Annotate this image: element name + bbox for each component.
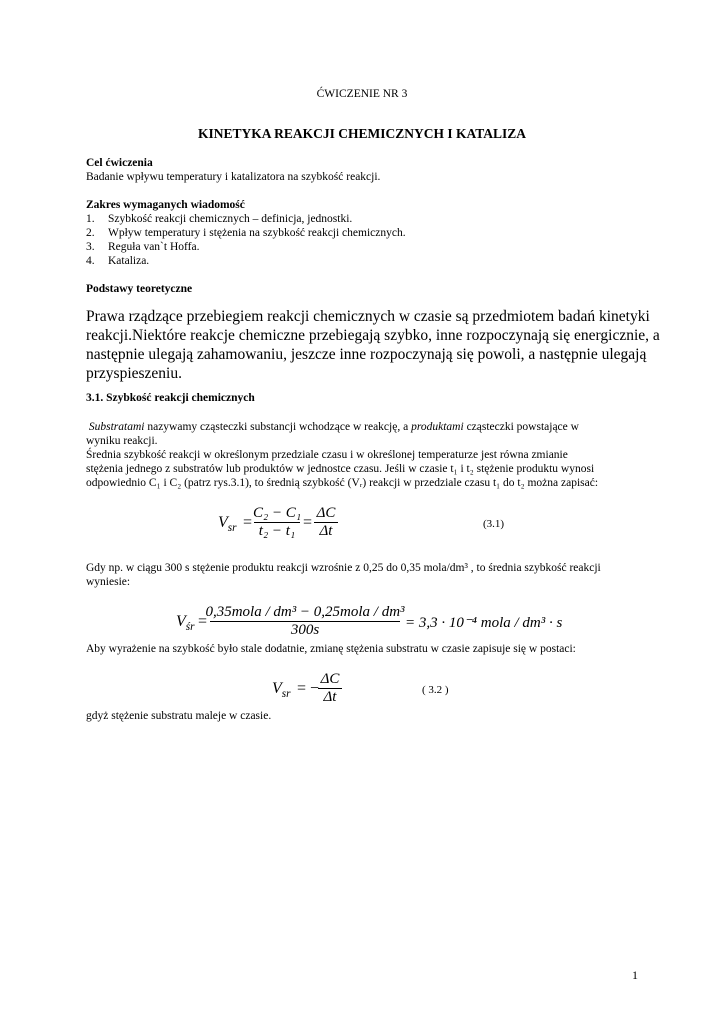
eq-fraction-1: C₂ − C₁ t₂ − t₁	[252, 505, 302, 539]
paragraph-example-cont: wyniesie:	[86, 576, 131, 588]
eq-lhs: $V_{śr}$	[176, 613, 195, 634]
goal-text: Badanie wpływu temperatury i katalizatora na szybkość reakcji.	[86, 171, 381, 183]
eq-lhs: $V_{sr}$	[272, 680, 291, 701]
theory-heading: Podstawy teoretyczne	[86, 283, 193, 295]
equation-number: (3.1)	[483, 518, 505, 530]
document-title: KINETYKA REAKCJI CHEMICZNYCH I KATALIZA	[197, 126, 527, 141]
eq-fraction: 0,35mola / dm³ − 0,25mola / dm³ 300s	[205, 604, 405, 638]
eq-result: = 3,3 · 10⁻⁴ mola / dm³ · s	[405, 615, 563, 631]
theory-paragraph: Prawa rządzące przebiegiem reakcji chemicznych w czasie są przedmiotem badań kinetyki reakcji.Niektóre reakcje chemiczne przebiegają szybko, inne rozpoczynają się energicznie, a następnie ulegają zahamowaniu, jeszcze inne rozpoczynają się powoli, a następnie ulegają przyspieszeniu.	[86, 308, 660, 382]
list-item: 1. Szybkość reakcji chemicznych – definicja, jednostki.	[86, 213, 353, 225]
eq-lhs: $V_{sr}$	[218, 514, 237, 535]
paragraph-rate-2: stężenia jednego z substratów lub produktów w jednostce czasu. Jeśli w czasie t₁ i t₂ stężenie produktu wynosi	[86, 463, 595, 475]
list-item: 4. Kataliza.	[86, 255, 150, 267]
eq-fraction-2: ΔC Δt	[314, 505, 338, 540]
paragraph-substrates: Substratami nazywamy cząsteczki substancji wchodzące w reakcję, a produktami cząsteczki powstające w	[88, 421, 579, 433]
page-number: 1	[632, 968, 638, 982]
section-heading: 3.1. Szybkość reakcji chemicznych	[86, 392, 255, 404]
eq-equals: =	[198, 613, 208, 630]
list-item: 2. Wpływ temperatury i stężenia na szybkość reakcji chemicznych.	[86, 227, 406, 239]
scope-heading: Zakres wymaganych wiadomość	[86, 199, 245, 211]
eq-fraction: ΔC Δt	[318, 671, 342, 706]
eq-equals-minus: = −	[297, 680, 320, 697]
eq-equals: =	[303, 514, 313, 531]
goal-heading: Cel ćwiczenia	[86, 157, 153, 169]
exercise-header: ĆWICZENIE NR 3	[316, 88, 408, 100]
list-item: 3. Reguła van`t Hoffa.	[86, 241, 200, 253]
paragraph-rate-1: Średnia szybkość reakcji w określonym przedziale czasu i w określonej temperaturze jest równa zmianie	[86, 449, 568, 461]
eq-equals: =	[243, 514, 253, 531]
paragraph-positive: Aby wyrażenie na szybkość było stale dodatnie, zmianę stężenia substratu w czasie zapisuje się w postaci:	[86, 643, 576, 655]
paragraph-substrates-cont: wyniku reakcji.	[86, 435, 158, 447]
paragraph-decrease: gdyż stężenie substratu maleje w czasie.	[86, 710, 272, 722]
equation-number: ( 3.2 )	[422, 684, 449, 696]
paragraph-example: Gdy np. w ciągu 300 s stężenie produktu reakcji wzrośnie z 0,25 do 0,35 mola/dm³ , to średnia szybkość reakcji	[86, 562, 601, 574]
paragraph-rate-3: odpowiednio C₁ i C₂ (patrz rys.3.1), to średnią szybkość (Vᵣ) reakcji w przedziale czasu t₁ do t₂ można zapisać:	[86, 477, 599, 489]
